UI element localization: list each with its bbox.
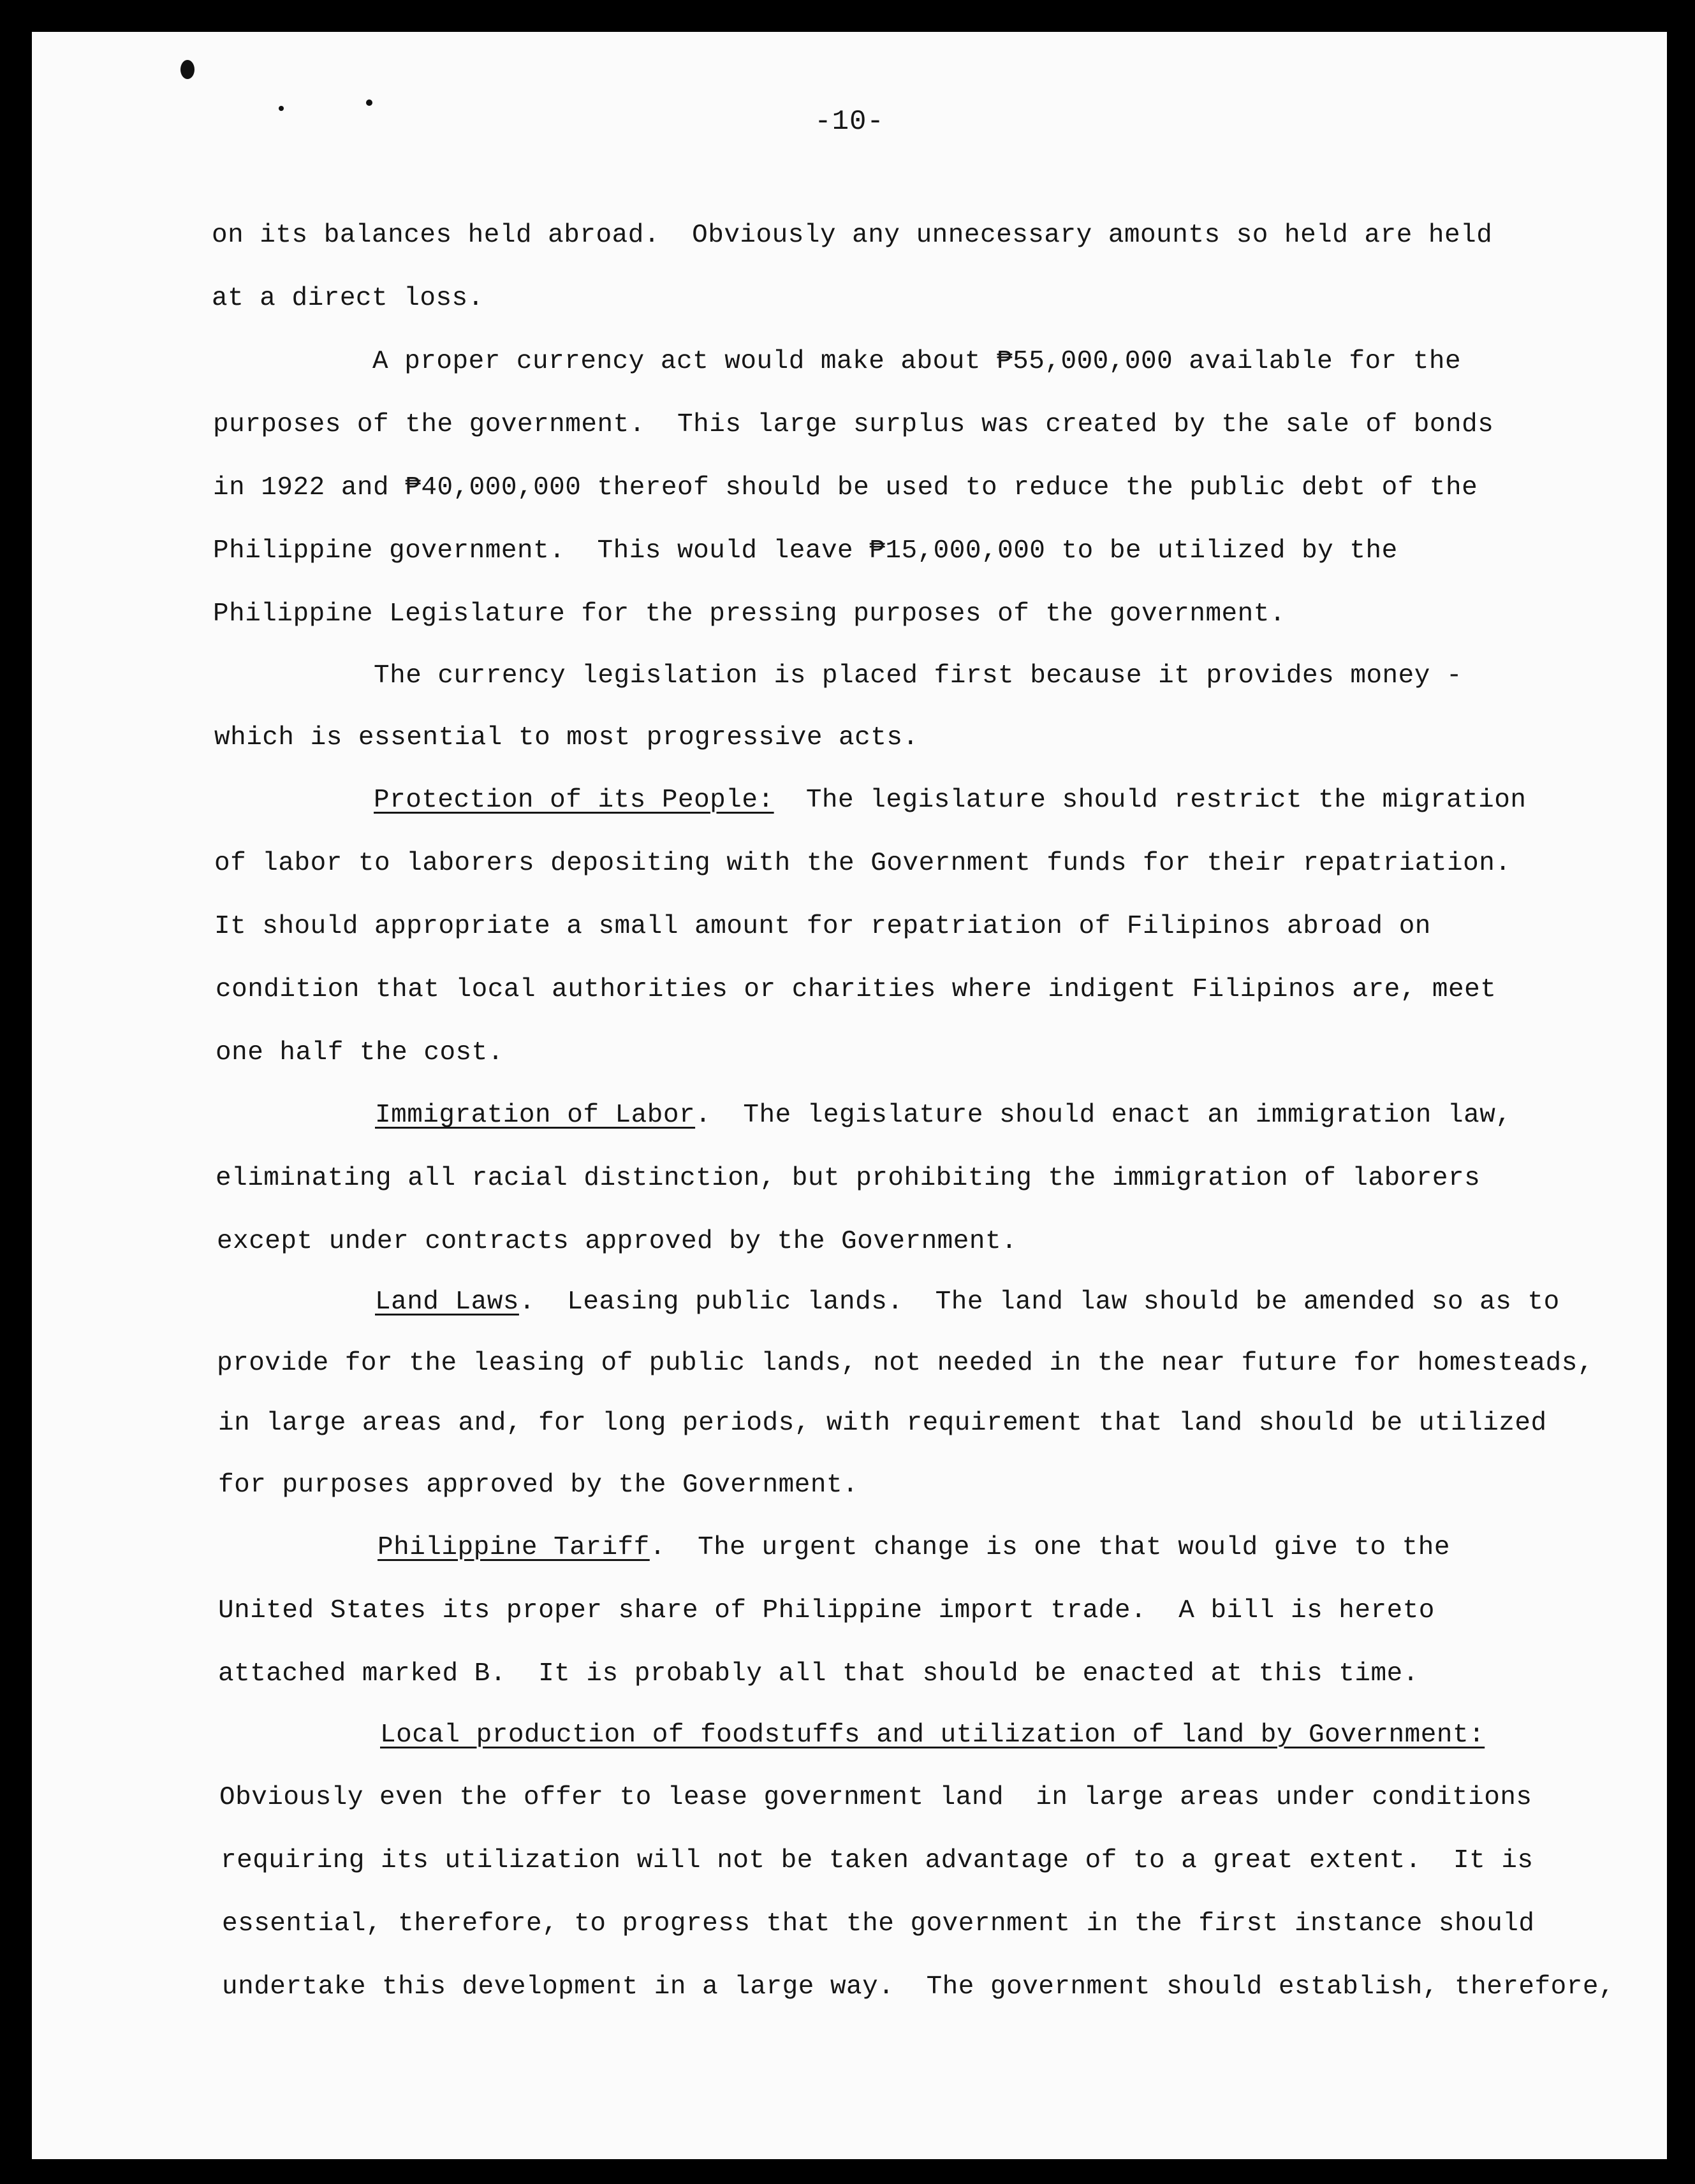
- section-heading: Local production of foodstuffs and utilization of land by Government:: [380, 1720, 1485, 1750]
- text-line: Land Laws. Leasing public lands. The land law should be amended so as to: [375, 1287, 1560, 1317]
- text-line: purposes of the government. This large surplus was created by the sale of bonds: [213, 410, 1494, 439]
- section-heading: Protection of its People:: [374, 786, 774, 815]
- text-line: Immigration of Labor. The legislature should enact an immigration law,: [375, 1101, 1512, 1130]
- text-line: The currency legislation is placed first because it provides money -: [374, 661, 1463, 691]
- text-line: of labor to laborers depositing with the Government funds for their repatriation.: [214, 849, 1511, 878]
- ink-speck: [366, 99, 372, 106]
- text-line: provide for the leasing of public lands, not needed in the near future for homesteads,: [217, 1349, 1594, 1378]
- text-line: attached marked B. It is probably all that should be enacted at this time.: [218, 1659, 1419, 1689]
- text-line: in large areas and, for long periods, with requirement that land should be utilized: [218, 1409, 1547, 1438]
- section-heading: Immigration of Labor: [375, 1101, 696, 1130]
- text-line: It should appropriate a small amount for repatriation of Filipinos abroad on: [214, 912, 1431, 941]
- text-line: for purposes approved by the Government.: [218, 1470, 859, 1500]
- ink-blot: [180, 60, 194, 79]
- document-page: [32, 32, 1667, 2159]
- text-line: at a direct loss.: [212, 284, 484, 313]
- page-number: -10-: [814, 106, 884, 138]
- text-line: one half the cost.: [216, 1038, 504, 1067]
- text-line: Protection of its People: The legislature should restrict the migration: [374, 786, 1527, 815]
- text-line: Philippine Tariff. The urgent change is one that would give to the: [378, 1533, 1450, 1562]
- text-line: requiring its utilization will not be taken advantage of to a great extent. It is: [221, 1846, 1534, 1875]
- text-line: except under contracts approved by the Government.: [217, 1227, 1018, 1256]
- text-line: eliminating all racial distinction, but prohibiting the immigration of laborers: [216, 1164, 1481, 1193]
- text-line: Obviously even the offer to lease government land in large areas under conditions: [219, 1783, 1532, 1812]
- text-line: United States its proper share of Philippine import trade. A bill is hereto: [218, 1596, 1435, 1625]
- section-heading: Land Laws: [375, 1287, 519, 1317]
- text-line: condition that local authorities or charities where indigent Filipinos are, meet: [216, 975, 1497, 1004]
- text-line: which is essential to most progressive acts.: [214, 723, 919, 752]
- text-line: in 1922 and ₱40,000,000 thereof should be used to reduce the public debt of the: [213, 473, 1478, 502]
- text-line: Philippine Legislature for the pressing purposes of the government.: [213, 599, 1286, 629]
- text-line: A proper currency act would make about ₱55,000,000 available for the: [372, 347, 1462, 376]
- section-heading: Philippine Tariff: [378, 1533, 650, 1562]
- text-line: Philippine government. This would leave ₱15,000,000 to be utilized by the: [213, 536, 1398, 566]
- text-line: undertake this development in a large way. The government should establish, therefore,: [222, 1972, 1615, 2002]
- text-line: [380, 1719, 1485, 1751]
- text-line: on its balances held abroad. Obviously any unnecessary amounts so held are held: [212, 221, 1493, 250]
- text-line: essential, therefore, to progress that the government in the first instance should: [222, 1909, 1535, 1938]
